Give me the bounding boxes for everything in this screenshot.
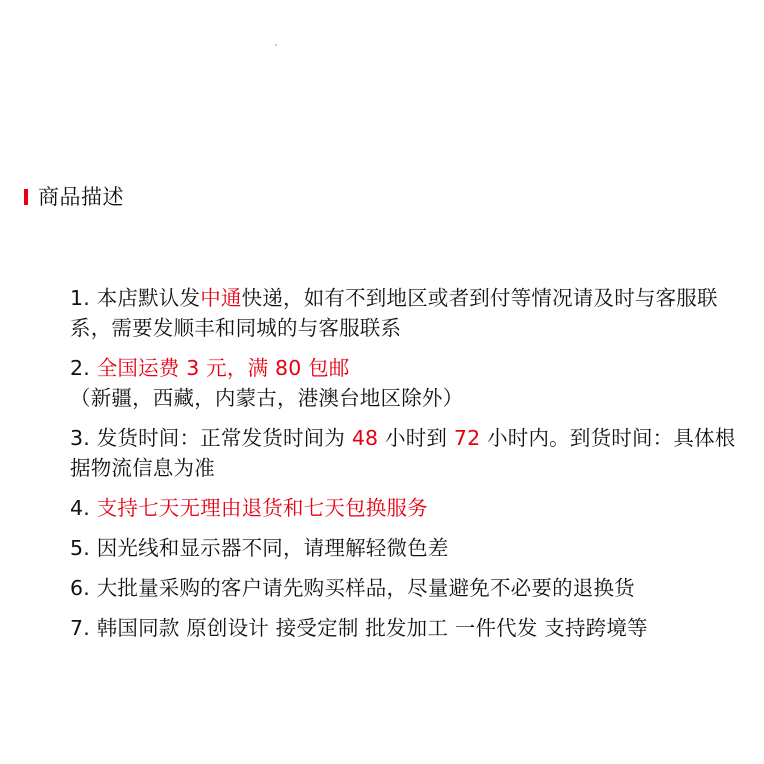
description-item (70, 533, 740, 563)
item-text: 快递，如有不到地区或者到付等情况请及时与客服联系，需要发顺丰和同城的与客服联系 (70, 286, 718, 340)
section-title: 商品描述 (38, 185, 124, 209)
item-text: 大批量采购的客户请先购买样品，尽量避免不必要的退换货 (96, 576, 635, 600)
item-text: 发货时间：正常发货时间为 (96, 426, 352, 450)
description-item (70, 573, 740, 603)
highlighted-text: 支持七天无理由退货和七天包换服务 (96, 496, 428, 520)
section-header (24, 184, 124, 210)
item-number: 6. (70, 576, 90, 600)
section-accent-bar (24, 189, 28, 205)
item-number: 1. (70, 286, 90, 310)
highlighted-text: 48 (351, 426, 379, 450)
item-text: 本店默认发 (96, 286, 201, 310)
item-text: 小时到 (378, 426, 454, 450)
item-text: （新疆，西藏，内蒙古，港澳台地区除外） (70, 386, 464, 410)
item-number: 4. (70, 496, 90, 520)
item-text: 小时内。到货时间：具体根据物流信息为准 (70, 426, 736, 480)
item-number: 2. (70, 356, 90, 380)
description-item (70, 613, 740, 643)
item-text: 因光线和显示器不同，请理解轻微色差 (96, 536, 449, 560)
description-item (70, 423, 740, 483)
item-number: 3. (70, 426, 90, 450)
description-item (70, 283, 740, 343)
highlighted-text: 中通 (200, 286, 242, 310)
item-text: 韩国同款 原创设计 接受定制 批发加工 一件代发 支持跨境等 (96, 616, 648, 640)
highlighted-text: 全国运费 3 元，满 80 包邮 (96, 356, 350, 380)
item-number: 5. (70, 536, 90, 560)
description-item (70, 353, 740, 413)
decorative-speck (275, 44, 277, 46)
description-item (70, 493, 740, 523)
item-number: 7. (70, 616, 90, 640)
highlighted-text: 72 (453, 426, 481, 450)
description-list (70, 283, 740, 653)
